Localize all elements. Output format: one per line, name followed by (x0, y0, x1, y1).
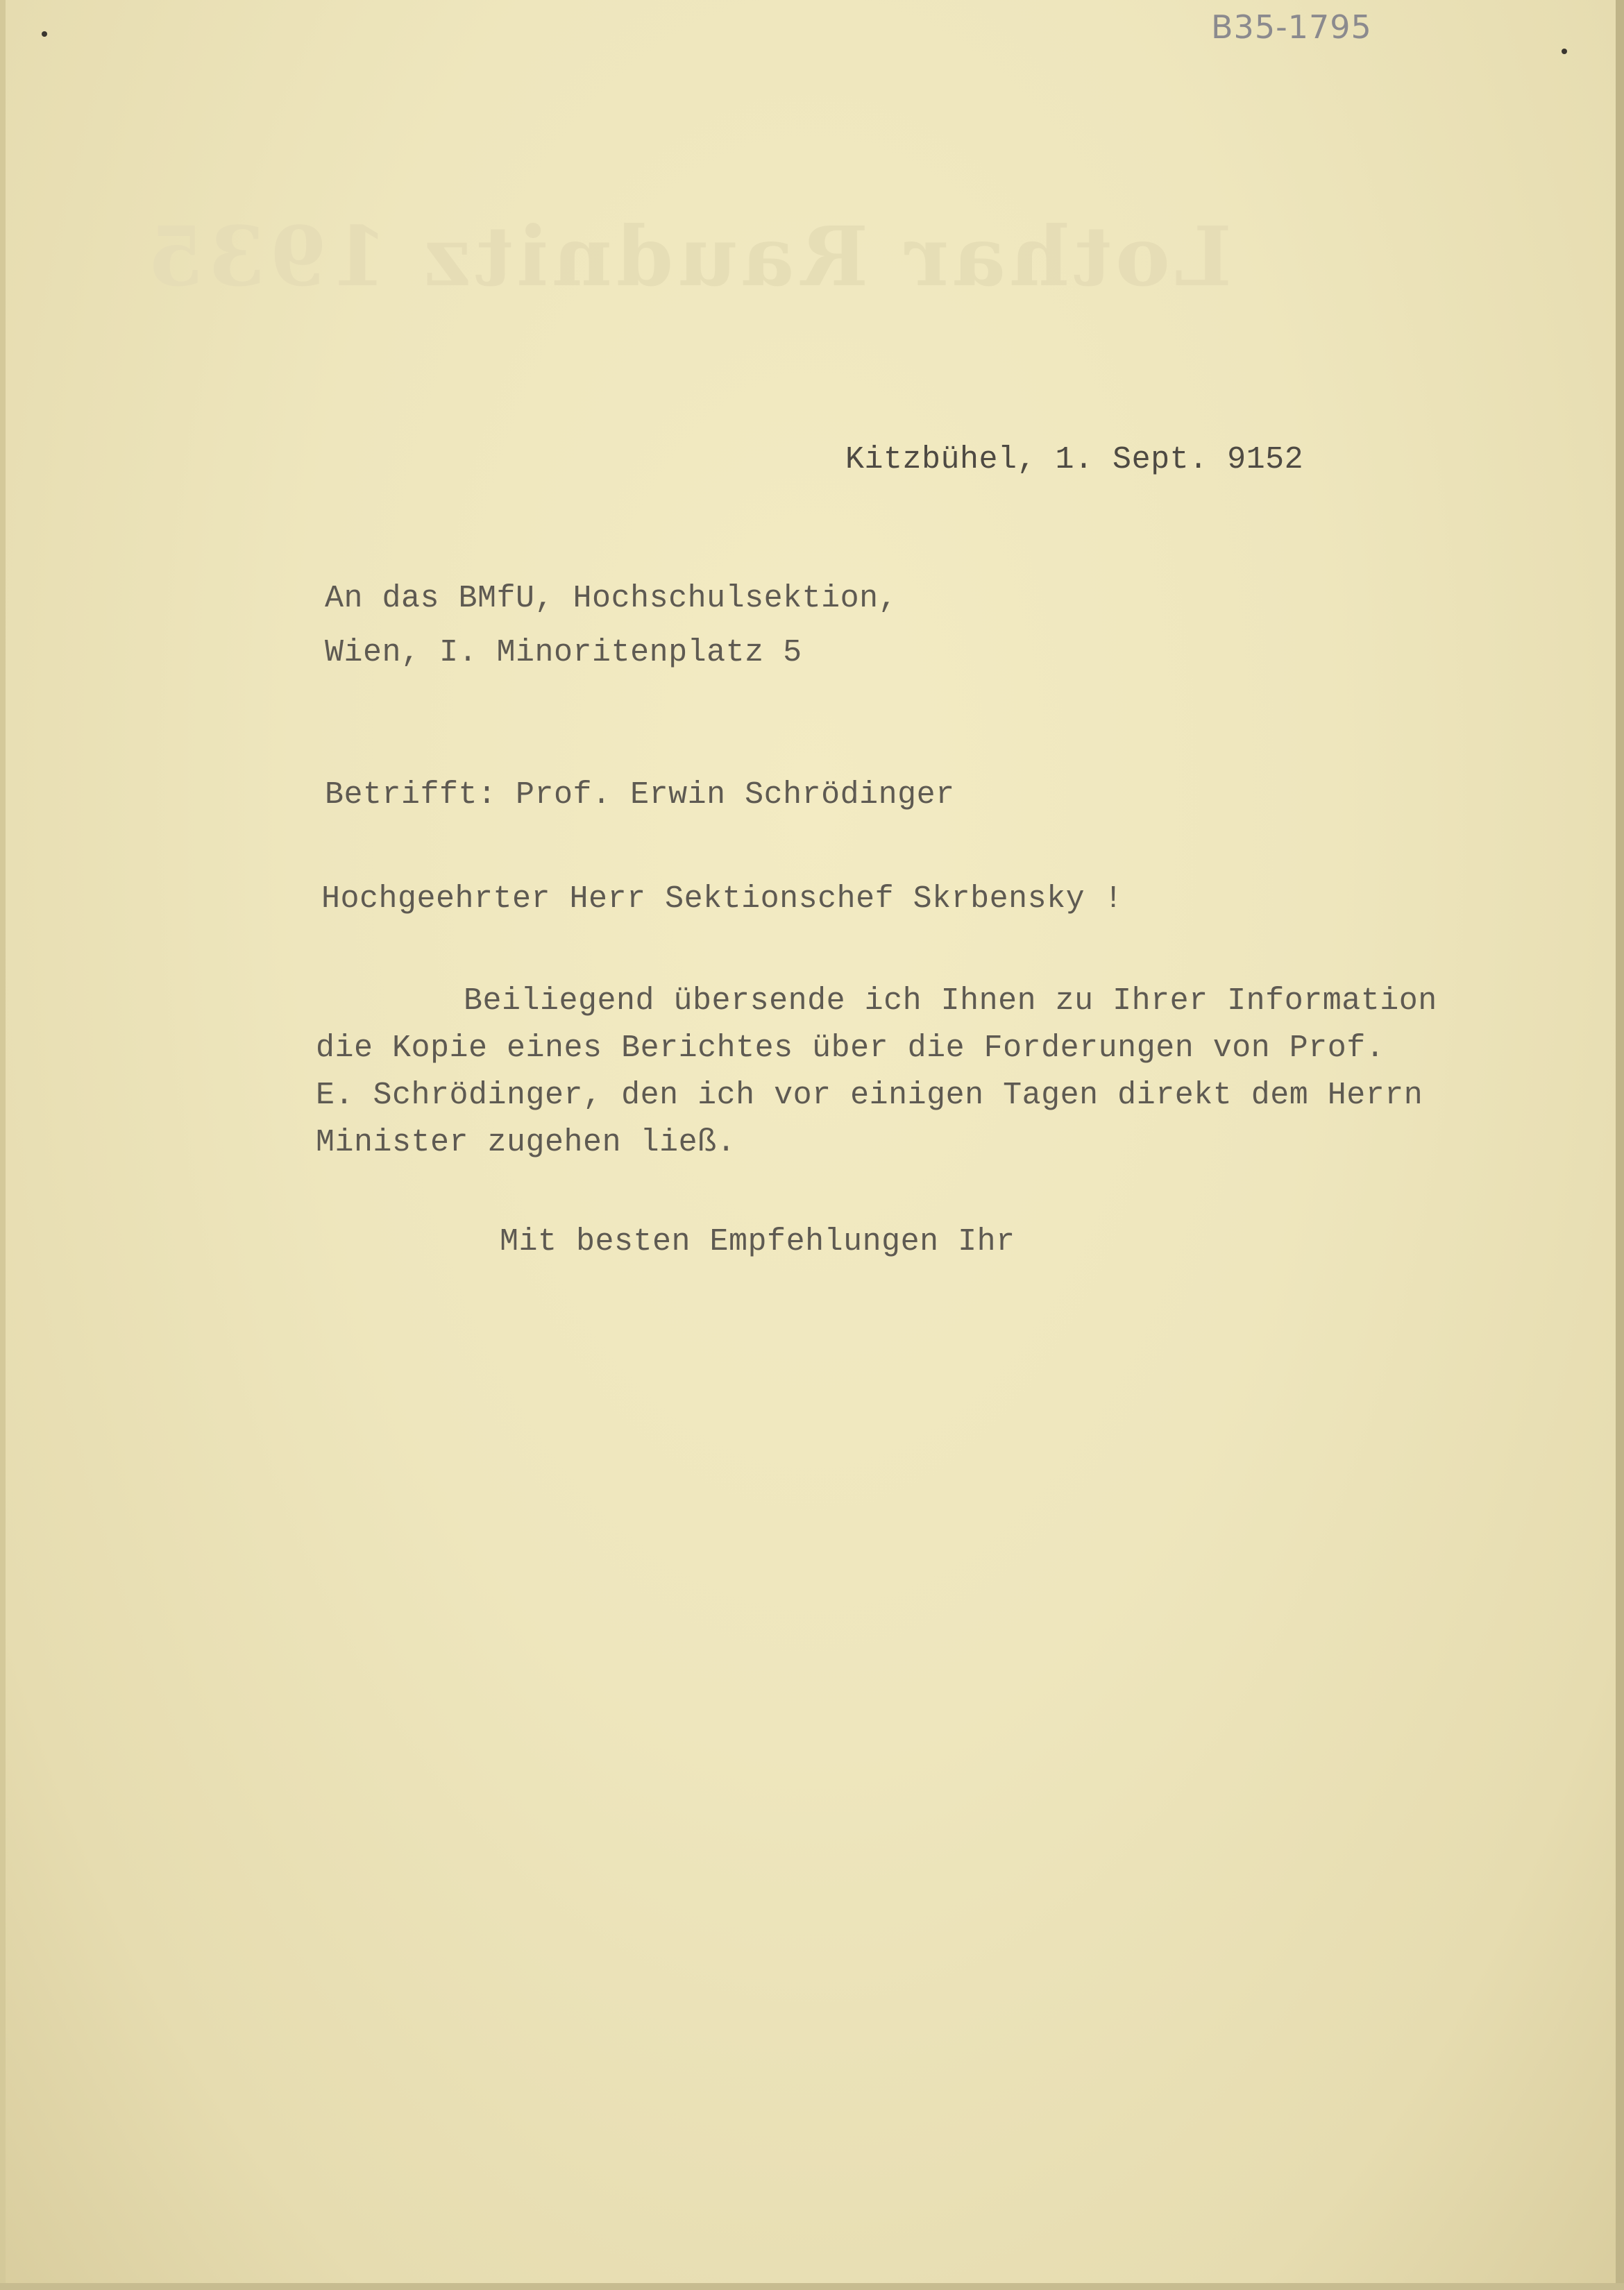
subject-line: Betrifft: Prof. Erwin Schrödinger (325, 777, 955, 813)
body-line-3: E. Schrödinger, den ich vor einigen Tagen direkt dem Herrn (316, 1078, 1423, 1113)
salutation: Hochgeehrter Herr Sektionschef Skrbensky ! (321, 881, 1124, 917)
place-date: Kitzbühel, 1. Sept. 9152 (845, 442, 1304, 477)
recipient-line-1: An das BMfU, Hochschulsektion, (325, 581, 898, 616)
body-line-1: Beiliegend übersende ich Ihnen zu Ihrer Information (464, 983, 1437, 1019)
archive-mark: B35-1795 (1211, 8, 1372, 46)
speck-top-left (42, 31, 47, 37)
speck-top-right (1562, 49, 1567, 54)
body-line-2: die Kopie eines Berichtes über die Forderungen von Prof. (316, 1030, 1385, 1066)
page-edge-right (1616, 0, 1624, 2290)
bleed-through-text: Lothar Raudnitz 1935 (143, 208, 1232, 305)
page-edge-left (0, 0, 6, 2290)
closing: Mit besten Empfehlungen Ihr (500, 1224, 1015, 1260)
body-line-4: Minister zugehen ließ. (316, 1125, 736, 1160)
page-edge-bottom (0, 2283, 1624, 2290)
recipient-line-2: Wien, I. Minoritenplatz 5 (325, 635, 802, 670)
